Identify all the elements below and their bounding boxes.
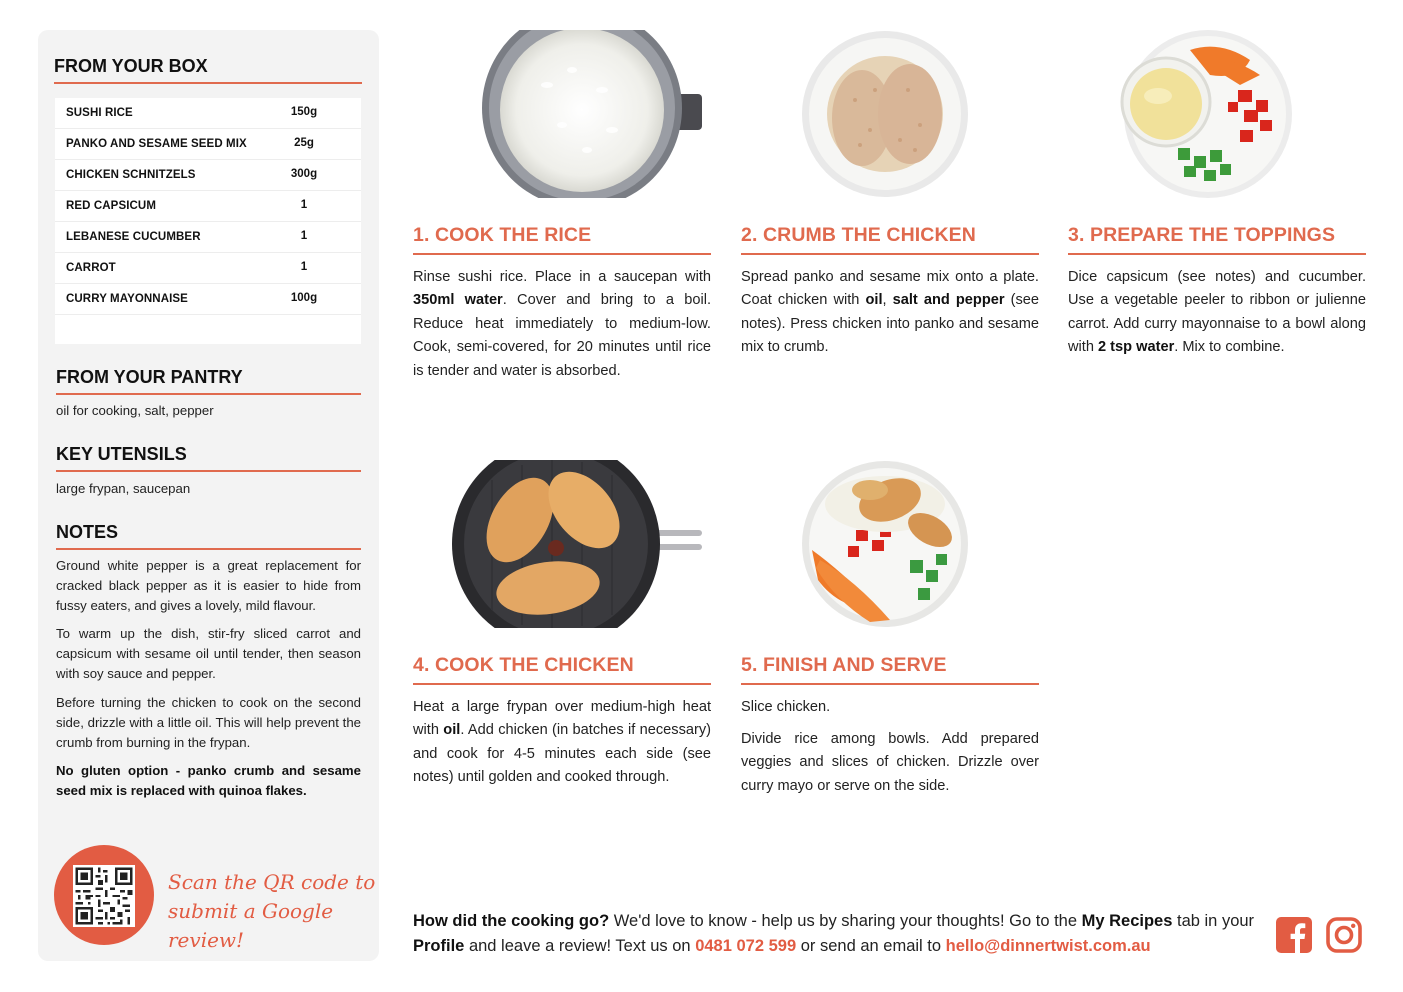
ingredient-name: CARROT — [66, 262, 116, 274]
toppings-photo — [1120, 30, 1296, 198]
ingredient-qty: 300g — [290, 168, 318, 180]
step-2-text-part: (see notes). Press chicken into panko and sesame mix to crumb. — [741, 292, 1039, 356]
table-row — [55, 160, 361, 191]
ingredient-qty: 1 — [300, 230, 308, 242]
step-1-title: 1. COOK THE RICE — [413, 224, 711, 255]
ingredient-qty: 25g — [294, 137, 314, 149]
ingredient-qty: 150g — [290, 106, 318, 118]
step-4-text-bold: oil — [443, 722, 461, 739]
step-1-text — [413, 266, 711, 383]
step-3-text-part: Dice capsicum (see notes) and cucumber. Use a vegetable peeler to ribbon or julienne carrot. Add curry mayonnaise to a bowl along with — [1068, 269, 1366, 356]
step-4-text-part: . Add chicken (in batches if necessary) and cook for 4-5 minutes each side (see notes) until golden and cooked through. — [413, 722, 712, 786]
profile-label: Profile — [413, 937, 465, 955]
step-1-text-bold: 350ml water — [413, 292, 503, 309]
note-4: No gluten option - panko crumb and sesame seed mix is replaced with quinoa flakes. — [56, 763, 361, 798]
step-2-text — [741, 266, 1039, 360]
qr-badge[interactable] — [54, 845, 154, 945]
step-1-text-part: . Cover and bring to a boil. Reduce heat immediately to medium-low. Cook, semi-covered, for 20 minutes until rice is tender and water is absorbed. — [413, 292, 712, 379]
step-2-text-part: Spread panko and sesame mix onto a plate. Coat chicken with — [741, 269, 1039, 309]
ingredients-table — [55, 98, 361, 344]
feedback-text: or send an email to — [796, 937, 946, 955]
step-5-title: 5. FINISH AND SERVE — [741, 654, 1039, 685]
note-3: Before turning the chicken to cook on the second side, drizzle with a little oil. This will help prevent the crumb from burning in the frypan. — [56, 695, 361, 750]
feedback-question: How did the cooking go? — [413, 912, 610, 930]
step-3-title: 3. PREPARE THE TOPPINGS — [1068, 224, 1366, 255]
utensils-heading: KEY UTENSILS — [56, 444, 361, 472]
step-4-text — [413, 696, 711, 790]
ingredient-qty: 1 — [300, 199, 308, 211]
ingredient-name: CURRY MAYONNAISE — [66, 293, 188, 305]
ingredient-name: LEBANESE CUCUMBER — [66, 231, 201, 243]
step-2-text-bold: oil — [865, 292, 883, 309]
ingredient-name: PANKO AND SESAME SEED MIX — [66, 138, 247, 150]
sidebar — [38, 30, 379, 961]
qr-caption — [168, 868, 379, 955]
qr-caption-line1: Scan the QR code to — [168, 870, 376, 894]
ingredient-name: RED CAPSICUM — [66, 200, 157, 212]
step-3-text — [1068, 266, 1366, 360]
step-1-text-part: Rinse sushi rice. Place in a saucepan with — [413, 269, 711, 285]
step-3-text-part: . Mix to combine. — [1174, 339, 1285, 356]
utensils-text: large frypan, saucepan — [56, 481, 191, 496]
ingredient-name: SUSHI RICE — [66, 107, 133, 119]
feedback-text: and leave a review! Text us on — [464, 937, 696, 955]
facebook-icon[interactable] — [1276, 917, 1312, 953]
pantry-heading: FROM YOUR PANTRY — [56, 367, 361, 395]
table-row — [55, 191, 361, 222]
finished-dish-photo — [800, 460, 970, 628]
step-2-text-bold: salt and pepper — [892, 292, 1005, 309]
ingredient-name: CHICKEN SCHNITZELS — [66, 169, 196, 181]
note-2: To warm up the dish, stir-fry sliced carrot and capsicum with sesame oil until tender, then season with soy sauce and pepper. — [56, 626, 361, 681]
step-4-title: 4. COOK THE CHICKEN — [413, 654, 711, 685]
step-2-title: 2. CRUMB THE CHICKEN — [741, 224, 1039, 255]
table-row — [55, 98, 361, 129]
feedback-footer — [413, 909, 1263, 959]
crumbed-chicken-photo — [800, 30, 970, 198]
qr-caption-line2: submit a Google review! — [168, 899, 334, 952]
note-1: Ground white pepper is a great replacement for cracked black pepper as it is easier to hide from fussy eaters, and gives a lovely, mild flavour. — [56, 558, 361, 613]
instagram-icon[interactable] — [1326, 917, 1362, 953]
box-heading: FROM YOUR BOX — [54, 56, 362, 84]
step-5-text-1: Slice chicken. — [741, 699, 831, 715]
ingredient-qty: 1 — [300, 261, 308, 273]
table-row — [55, 284, 361, 315]
my-recipes-label: My Recipes — [1081, 912, 1173, 930]
pantry-text: oil for cooking, salt, pepper — [56, 403, 214, 418]
phone-link[interactable]: 0481 072 599 — [695, 937, 797, 955]
table-row — [55, 129, 361, 160]
notes-heading: NOTES — [56, 522, 361, 550]
step-3-text-bold: 2 tsp water — [1098, 339, 1175, 356]
step-4-text-part: Heat a large frypan over medium-high heat with — [413, 699, 711, 739]
table-row — [55, 222, 361, 253]
frypan-chicken-photo — [452, 460, 702, 628]
step-5-text-2: Divide rice among bowls. Add prepared veggies and slices of chicken. Drizzle over curry mayo or serve on the side. — [741, 731, 1039, 794]
rice-saucepan-photo — [462, 30, 702, 198]
feedback-text: tab in your — [1172, 912, 1255, 930]
ingredient-qty: 100g — [290, 292, 318, 304]
qr-code-icon[interactable] — [73, 865, 135, 927]
feedback-text: We'd love to know - help us by sharing your thoughts! Go to the — [609, 912, 1082, 930]
email-link[interactable]: hello@dinnertwist.com.au — [945, 937, 1151, 955]
step-2-text-part: , — [882, 292, 893, 309]
table-row — [55, 253, 361, 284]
